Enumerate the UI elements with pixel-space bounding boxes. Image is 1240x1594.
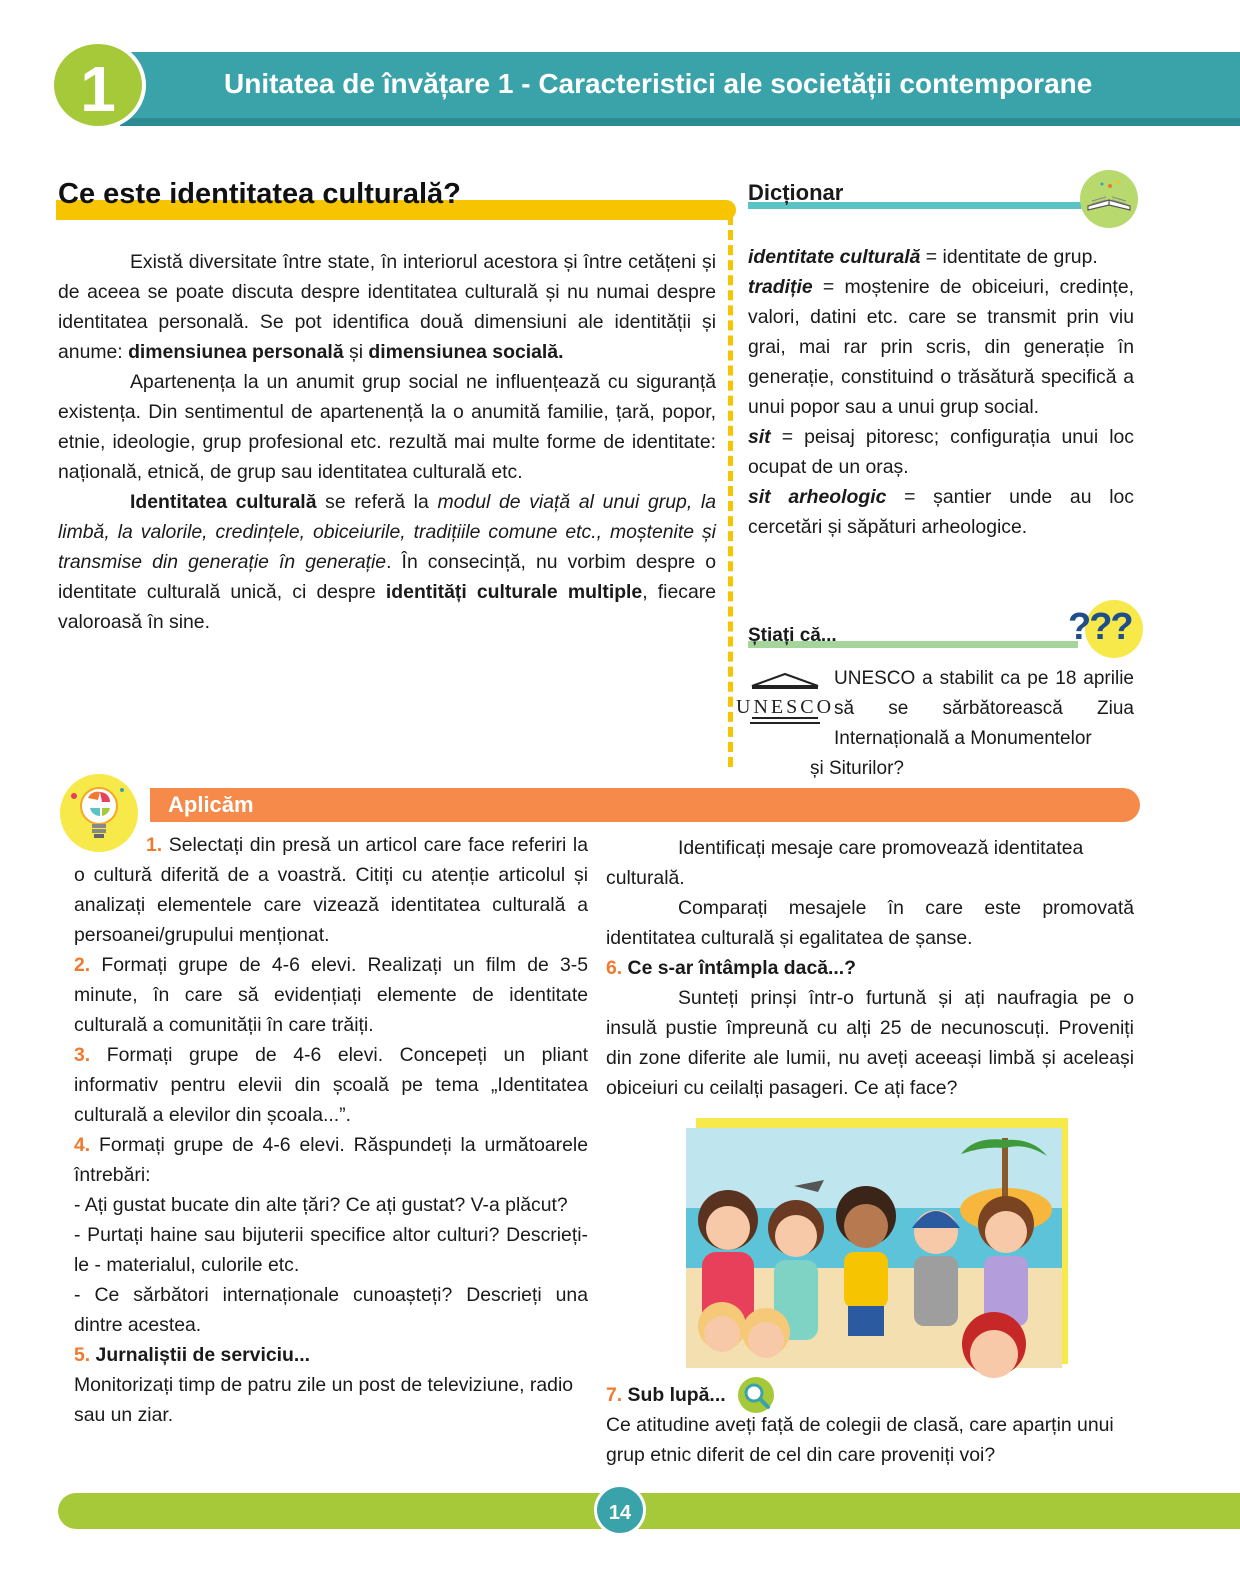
dashed-divider <box>728 215 733 767</box>
dict-term: tradiție <box>748 276 813 298</box>
text: Există diversitate între state, în interiorul acestora și între cetățeni și de aceea se poate discuta despre identitatea culturală și nu numai despre identitatea personală. Se pot identifica două dimensiuni ale identității și anume: <box>58 251 716 363</box>
main-article <box>58 247 716 637</box>
activity-item <box>74 830 588 950</box>
activity-number: 7. <box>606 1384 623 1406</box>
dict-entry <box>748 422 1134 482</box>
activity-item <box>74 950 588 1040</box>
bold-term: Identitatea culturală <box>130 491 317 513</box>
activity-title: Sub lupă... <box>622 1384 726 1406</box>
question-line: - Ați gustat bucate din alte țări? Ce ați gustat? V-a plăcut? <box>74 1194 568 1216</box>
apply-band <box>150 788 1140 822</box>
apply-title: Aplicăm <box>168 792 254 817</box>
dict-entry <box>748 272 1134 422</box>
did-you-know-text: UNESCO a stabilit ca pe 18 aprilie să se sărbătorească Ziua Internațională a Monumentelor <box>834 668 1134 749</box>
activity-item <box>606 953 1134 983</box>
dict-definition: = moștenire de obiceiuri, credințe, valori, datini etc. care se transmit prin viu grai, mai rar prin scris, din generație în generație, constituind o trăsătură specifică a unui popor sau a unui grup social. <box>748 276 1134 418</box>
question-line: - Purtați haine sau bijuterii specifice altor culturi? Descrieți-le - materialul, culorile etc. <box>74 1224 588 1276</box>
activity-text: Sunteți prinși într-o furtună și ați naufragia pe o insulă pustie împreună cu alți 25 de necunoscuți. Proveniți din zone diferite ale lumii, nu aveți aceeași limbă și aceleași obiceiuri cu ceilalți pasageri. Ce ați face? <box>606 987 1134 1099</box>
activity-number: 5. <box>74 1344 91 1366</box>
did-you-know-title: Știați că... <box>748 625 837 646</box>
question-line: - Ce sărbători internaționale cunoașteți? Descrieți una dintre acestea. <box>74 1284 588 1336</box>
question-marks-icon: ??? <box>1068 606 1132 648</box>
footer-bar <box>58 1493 1240 1529</box>
activity-item <box>606 1380 1134 1410</box>
activity-item <box>74 1340 588 1370</box>
section-title: Ce este identitatea culturală? <box>58 178 461 210</box>
dict-term: identitate culturală <box>748 246 921 268</box>
unesco-logo-text: UNESCO <box>735 696 835 718</box>
unit-number-badge: 1 <box>50 40 146 130</box>
magnifier-icon <box>738 1377 774 1413</box>
activity-text: Ce atitudine aveți față de colegii de clasă, care aparțin unui grup etnic diferit de cel din care proveniți voi? <box>606 1414 1114 1466</box>
activity-title: Jurnaliștii de serviciu... <box>90 1344 311 1366</box>
unesco-logo <box>735 672 835 726</box>
activity-text: Comparați mesajele în care este promovată identitatea culturală și egalitatea de șanse. <box>606 897 1134 949</box>
activity-number: 2. <box>74 954 91 976</box>
activity-text: Identificați mesaje care promovează identitatea culturală. <box>606 837 1084 889</box>
apply-right-column <box>606 833 1134 1103</box>
dict-definition: = peisaj pitoresc; configurația unui loc ocupat de un oraș. <box>748 426 1134 478</box>
did-you-know-text-end: și Siturilor? <box>810 758 904 779</box>
dict-definition: = identitate de grup. <box>920 246 1098 268</box>
dictionary-entries <box>748 242 1134 542</box>
paragraph-3 <box>58 487 716 637</box>
activity-text: Selectați din presă un articol care face referiri la o cultură diferită de a voastră. Citiți cu atenție articolul și analizați elementele care vizează identitatea culturală a persoanei/grupului menționat. <box>74 834 588 946</box>
paragraph-1 <box>58 247 716 367</box>
bold-term: identități culturale multiple <box>385 581 643 603</box>
bold-term: dimensiunea socială. <box>368 341 564 363</box>
book-icon <box>1080 170 1138 228</box>
activity-item-7 <box>606 1380 1134 1470</box>
bold-term: dimensiunea personală <box>128 341 344 363</box>
paragraph-2: Apartenența la un anumit grup social ne influențează cu siguranță existența. Din sentimentul de apartenență la o anumită familie, țară, popor, etnie, ideologie, grup profesional etc. rezultă mai multe forme de identitate: națională, etnică, de grup sau identitatea culturală etc. <box>58 371 716 483</box>
header-band-shadow <box>120 118 1240 126</box>
activity-text: Formați grupe de 4-6 elevi. Realizați un film de 3-5 minute, în care să evidențiați elemente de identitate culturală a comunității în care trăiți. <box>74 954 588 1036</box>
text: se referă la <box>316 491 438 513</box>
text: . În consecință, nu vorbim despre o identitate culturală unică, ci despre <box>58 551 716 603</box>
dict-definition: = șantier unde au loc cercetări și săpături arheologice. <box>748 486 1134 538</box>
activity-number: 1. <box>146 834 163 856</box>
activity-title: Ce s-ar întâmpla dacă...? <box>622 957 857 979</box>
activity-text: Formați grupe de 4-6 elevi. Concepeți un pliant informativ pentru elevii din școală pe tema „Identitatea culturală a elevilor din școala...”. <box>74 1044 588 1126</box>
activity-item <box>74 1040 588 1130</box>
dict-term: sit <box>748 426 771 448</box>
children-on-beach-illustration <box>686 1128 1062 1368</box>
activity-text: Monitorizați timp de patru zile un post de televiziune, radio sau un ziar. <box>74 1374 574 1426</box>
dictionary-title: Dicționar <box>748 180 844 205</box>
text: și <box>343 341 369 363</box>
apply-left-column <box>74 830 588 1430</box>
dict-term: sit arheologic <box>748 486 887 508</box>
dict-entry <box>748 242 1134 272</box>
dict-entry <box>748 482 1134 542</box>
page-number: 14 <box>594 1484 646 1536</box>
activity-item <box>74 1130 588 1190</box>
activity-number: 3. <box>74 1044 91 1066</box>
italic-text: modul de viață al unui grup, la limbă, la valorile, credințele, obiceiurile, tradițiile comune etc., moștenite și transmise din generație în generație <box>58 491 716 573</box>
activity-text: Formați grupe de 4-6 elevi. Răspundeți la următoarele întrebări: <box>74 1134 588 1186</box>
activity-number: 4. <box>74 1134 91 1156</box>
unit-title: Unitatea de învățare 1 - Caracteristici ale societății contemporane <box>224 68 1093 99</box>
activity-number: 6. <box>606 957 623 979</box>
text: , fiecare valoroasă în sine. <box>58 581 716 633</box>
